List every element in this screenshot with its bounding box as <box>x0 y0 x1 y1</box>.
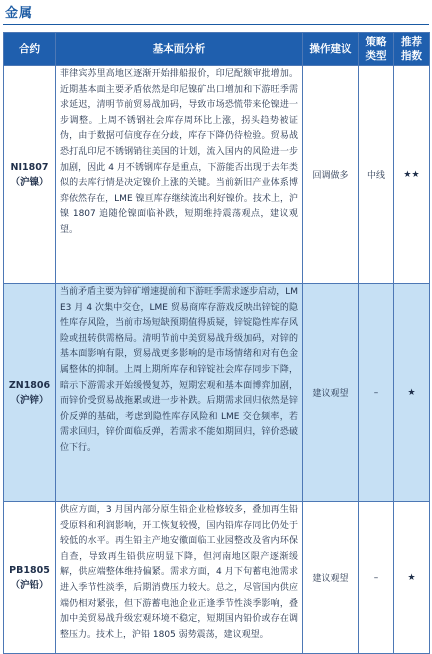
header-analysis: 基本面分析 <box>56 33 303 66</box>
contract-name: （沪锌） <box>10 394 49 406</box>
contract-code: ZN1806 <box>8 379 51 391</box>
analysis-cell: 菲律宾苏里高地区逐渐开始排船报价，印尼配额审批增加。近期基本面主要矛盾依然是印尼镍矿出口增加和下游旺季需求延迟，清明节前贸易战加码，导致市场恐慌带来伦镍进一步调整。上周不锈钢社会库存周环比上涨，拐头趋势被证伪，由于数据可信度存在分歧，库存下降仍待检验。贸易战恐打乱印尼不锈钢销往美国的计划，流入国内的风险进一步加剧，因此 4 月不锈钢库存是重点，下游能否出现于去年类似的去库行情是决定镍价上涨的关键。当前新旧产业体系博弈依然存在，LME 镍亘库存继续流出利好镍价。技术上，沪镍 1807 追随伦镍面临补跌，短期维持震荡观点，建议观望。 <box>56 66 303 284</box>
table-header-row <box>4 33 430 66</box>
metals-strategy-table <box>3 32 430 654</box>
rating-cell <box>394 502 430 654</box>
header-contract: 合约 <box>4 33 56 66</box>
table-row-nickel <box>4 66 430 284</box>
header-rating: 推荐指数 <box>394 33 430 66</box>
rating-cell <box>394 66 430 284</box>
advice-cell: 回调做多 <box>303 66 359 284</box>
contract-cell <box>4 284 56 502</box>
header-strategy: 策略类型 <box>359 33 394 66</box>
header-advice: 操作建议 <box>303 33 359 66</box>
title-divider <box>3 24 429 25</box>
contract-cell <box>4 66 56 284</box>
table-row-zinc <box>4 284 430 502</box>
rating-cell <box>394 284 430 502</box>
star-rating-icon: ★★ <box>403 169 420 180</box>
strategy-cell: – <box>359 284 394 502</box>
contract-cell <box>4 502 56 654</box>
section-title: 金属 <box>5 6 34 21</box>
analysis-cell: 供应方面，3 月国内部分原生铅企业检修较多，叠加再生铅受原料和利润影响，开工恢复较慢，国内铅库存同比仍处于较低的水平。再生铅主产地安徽面临工业园整改及省内环保自查，导致再生铅供应明显下降，但河南地区限产逐渐缓解，供应端整体维持偏紧。需求方面，4 月下旬蓄电池需求进入季节性淡季，后期消费压力较大。总之，尽管国内供应端仍相对紧张，但下游蓄电池企业正逢季节性淡季影响，叠加中美贸易战升级宏观环境不稳定，短期国内铅价或存在调整压力。技术上，沪铅 1805 弱势震荡，建议观望。 <box>56 502 303 654</box>
analysis-cell: 当前矛盾主要为锌矿增速提前和下游旺季需求逐步启动，LME3 月 4 次集中交仓，LME 贸易商库存游戏反映出锌锭的隐性库存风险，当前市场短缺预期值得质疑，锌锭隐性库存风险或扭转供需格局。清明节前中美贸易战升级加码，对锌的基本面影响有限，贸易战更多影响的是市场情绪和对有色金属整体的抑制。上周上期所库存和锌锭社会库存同步下降，暗示下游需求开始缓慢复苏，短期宏观和基本面博弈加剧，而锌价受贸易战拖累或进一步补跌。后期需求回归依然是锌价反弹的基础，考虑到隐性库存风险和 LME 交仓频率，若需求回归，锌价面临反弹，若需求不能如期回归，锌价恐破位下行。 <box>56 284 303 502</box>
contract-name: （沪镍） <box>10 176 49 188</box>
contract-code: PB1805 <box>9 564 50 576</box>
star-rating-icon: ★ <box>407 387 416 398</box>
advice-cell: 建议观望 <box>303 502 359 654</box>
contract-name: （沪铅） <box>10 579 49 591</box>
strategy-cell: 中线 <box>359 66 394 284</box>
strategy-cell: – <box>359 502 394 654</box>
advice-cell: 建议观望 <box>303 284 359 502</box>
star-rating-icon: ★ <box>407 572 416 583</box>
table-row-lead <box>4 502 430 654</box>
contract-code: NI1807 <box>10 161 49 173</box>
